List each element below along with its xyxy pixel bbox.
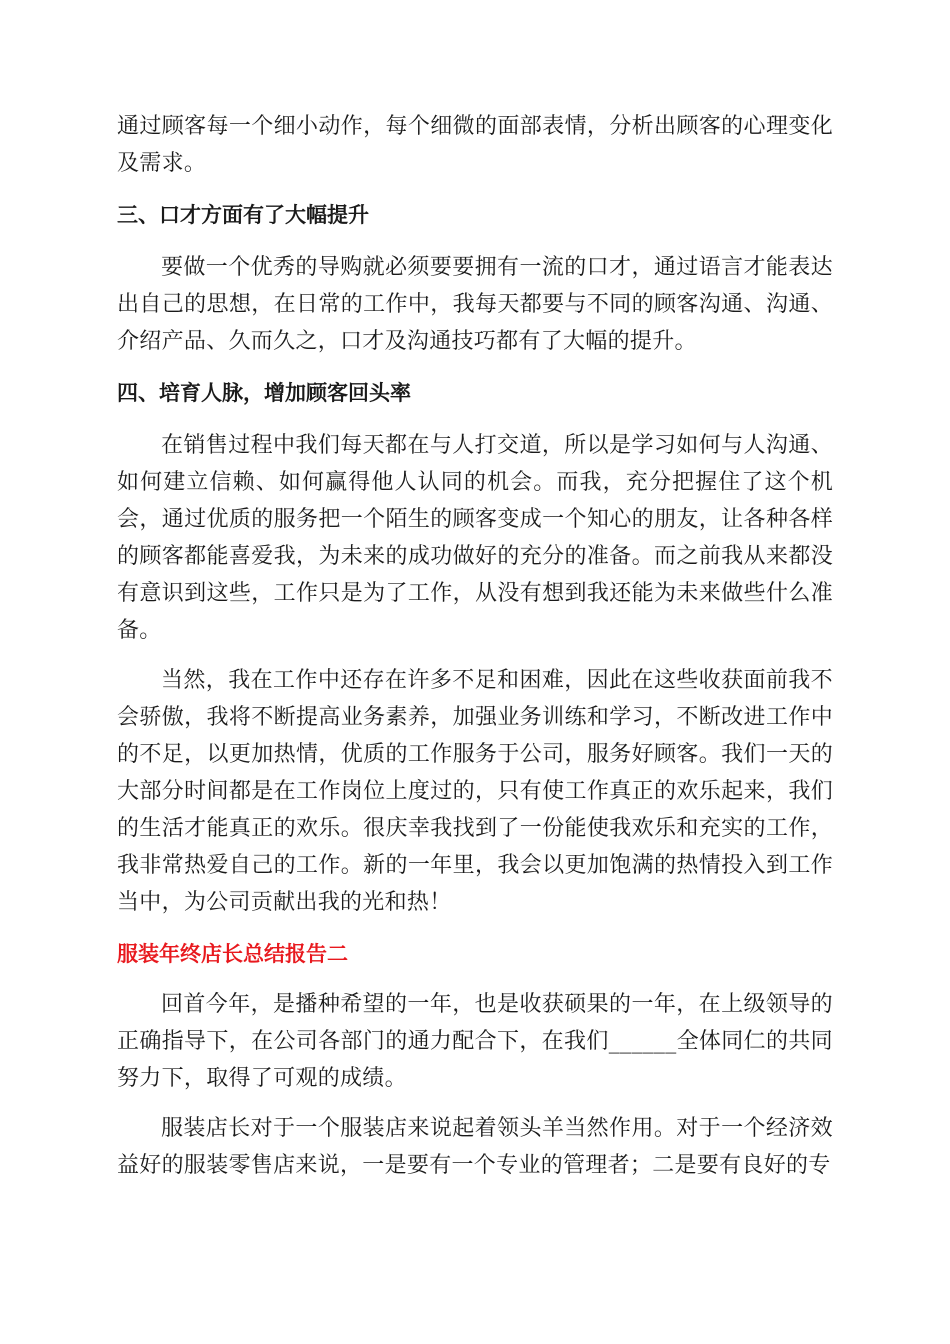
paragraph-4: 当然，我在工作中还存在许多不足和困难，因此在这些收获面前我不会骄傲，我将不断提高业务素养，加强业务训练和学习，不断改进工作中的不足，以更加热情，优质的工作服务于公司，服务好顾客。我们一天的大部分时间都是在工作岗位上度过的，只有使工作真正的欢乐起来，我们的生活才能真正的欢乐。很庆幸我找到了一份能使我欢乐和充实的工作，我非常热爱自己的工作。新的一年里，我会以更加饱满的热情投入到工作当中，为公司贡献出我的光和热！ — [117, 668, 833, 915]
paragraph-6: 服装店长对于一个服装店来说起着领头羊当然作用。对于一个经济效益好的服装零售店来说，一是要有一个专业的管理者；二是要有良好的专 — [117, 1116, 833, 1178]
paragraph-1: 通过顾客每一个细小动作，每个细微的面部表情，分析出顾客的心理变化及需求。 — [117, 114, 833, 176]
paragraph-3: 在销售过程中我们每天都在与人打交道，所以是学习如何与人沟通、如何建立信赖、如何赢得他人认同的机会。而我，充分把握住了这个机会，通过优质的服务把一个陌生的顾客变成一个知心的朋友，让各种各样的顾客都能喜爱我，为未来的成功做好的充分的准备。而之前我从来都没有意识到这些，工作只是为了工作，从没有想到我还能为未来做些什么准备。 — [117, 433, 833, 643]
document-page — [117, 108, 833, 1184]
report-title-2: 服装年终店长总结报告二 — [117, 942, 348, 966]
section-heading-4: 四、培育人脉，增加顾客回头率 — [117, 381, 411, 405]
paragraph-5: 回首今年，是播种希望的一年，也是收获硕果的一年，在上级领导的正确指导下，在公司各部门的通力配合下，在我们______全体同仁的共同努力下，取得了可观的成绩。 — [117, 992, 833, 1091]
section-heading-3: 三、口才方面有了大幅提升 — [117, 203, 369, 227]
paragraph-2: 要做一个优秀的导购就必须要要拥有一流的口才，通过语言才能表达出自己的思想，在日常的工作中，我每天都要与不同的顾客沟通、沟通、介绍产品、久而久之，口才及沟通技巧都有了大幅的提升。 — [117, 255, 833, 354]
